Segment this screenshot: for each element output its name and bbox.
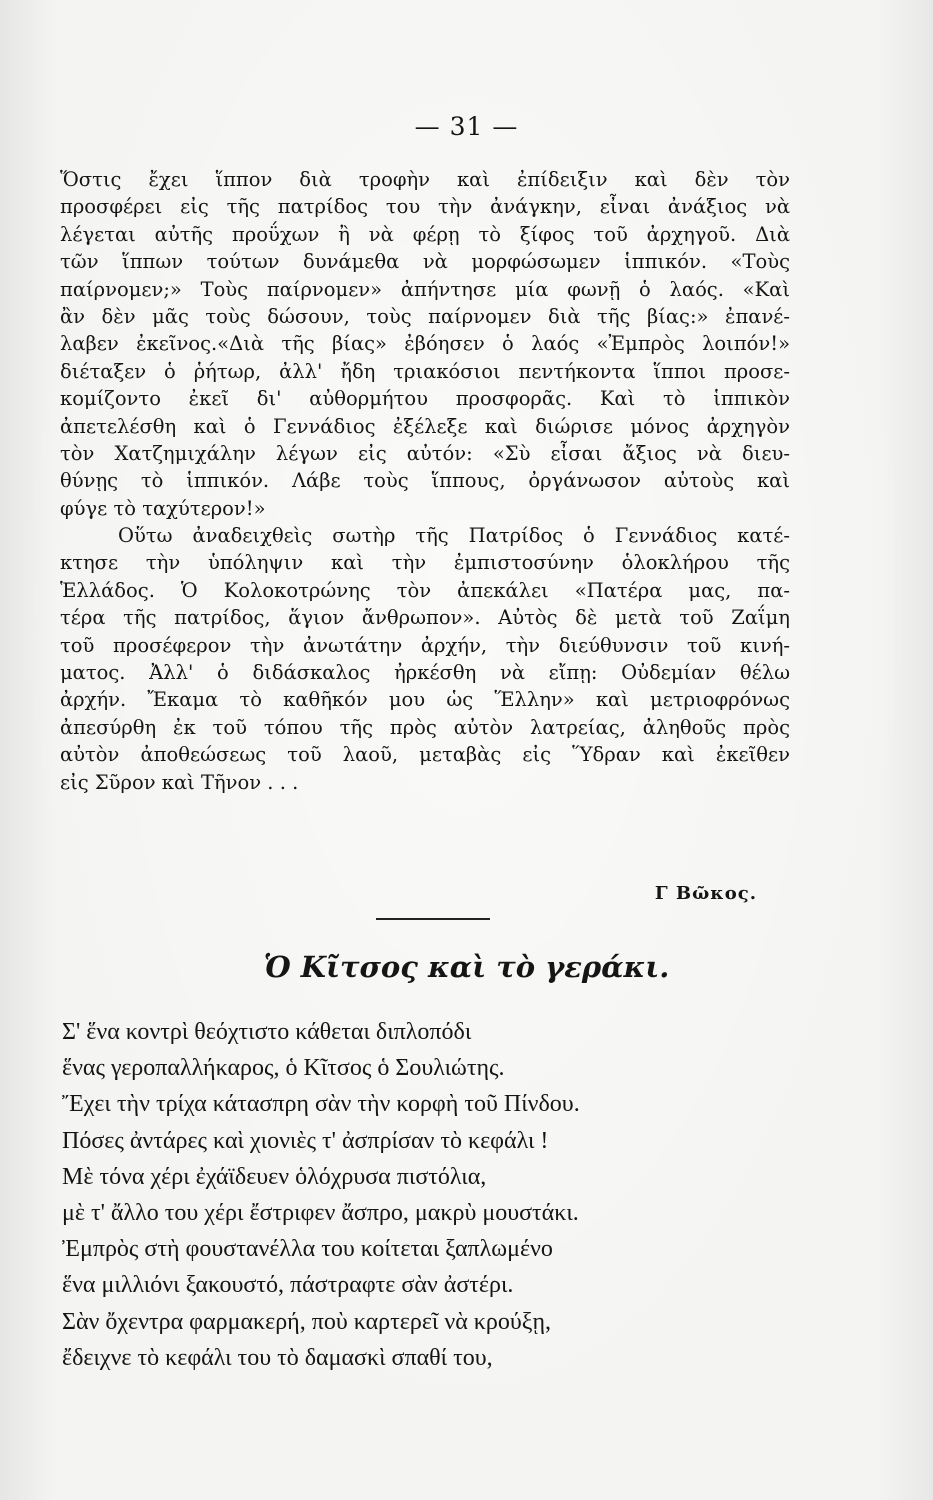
article-line: προσφέρει εἰς τῆς πατρίδος του τὴν ἀνάγκην, εἶναι ἀνάξιος νὰ [60,195,790,219]
article-line: λαβεν ἐκεῖνος.«Διὰ τῆς βίας» ἐβόησεν ὁ λαός «Ἐμπρὸς λοιπόν!» [60,332,790,356]
poem-line: Ἐμπρὸς στὴ φουστανέλλα του κοίτεται ξαπλωμένο [62,1236,553,1263]
article-line: αὐτὸν ἀποθεώσεως τοῦ λαοῦ, μεταβὰς εἰς Ὕδραν καὶ ἐκεῖθεν [60,743,790,767]
article-line: ἂν δὲν μᾶς τοὺς δώσουν, τοὺς παίρνομεν διὰ τῆς βίας:» ἐπανέ- [60,304,790,328]
article-line: φύγε τὸ ταχύτερον!» [60,496,266,520]
article-line: τὸν Χατζημιχάλην λέγων εἰς αὐτόν: «Σὺ εἶσαι ἄξιος νὰ διευ- [60,441,790,465]
article-line: ματος. Ἀλλ' ὁ διδάσκαλος ἠρκέσθη νὰ εἴπῃ: Οὐδεμίαν θέλω [60,661,790,685]
article-line: παίρνομεν;» Τοὺς παίρνομεν» ἀπήντησε μία φωνῇ ὁ λαός. «Καὶ [60,277,790,301]
article-line: τῶν ἵππων τούτων δυνάμεθα νὰ μορφώσωμεν ἱππικόν. «Τοὺς [60,250,790,274]
poem-line: Ἔχει τὴν τρίχα κάτασπρη σὰν τὴν κορφὴ τοῦ Πίνδου. [62,1091,580,1118]
article-line: ἀπετελέσθη καὶ ὁ Γεννάδιος ἐξέλεξε καὶ διώρισε μόνος ἀρχηγὸν [60,414,790,438]
poem-line: ἔδειχνε τὸ κεφάλι του τὸ δαμασκὶ σπαθί του, [62,1344,493,1371]
article-line: ἀπεσύρθη ἐκ τοῦ τόπου τῆς πρὸς αὐτὸν λατρείας, ἀληθοῦς πρὸς [60,715,790,739]
page-number: — 31 — [414,112,519,141]
article-line: διέταξεν ὁ ῥήτωρ, ἀλλ' ἤδη τριακόσιοι πεντήκοντα ἵπποι προσε- [60,359,790,383]
article-line: Οὕτω ἀναδειχθεὶς σωτὴρ τῆς Πατρίδος ὁ Γεννάδιος κατέ- [118,524,790,548]
article-line: λέγεται αὐτῆς προΰχων ἢ νὰ φέρῃ τὸ ξίφος τοῦ ἀρχηγοῦ. Διὰ [60,222,790,246]
article-line: τέρα τῆς πατρίδος, ἅγιον ἄνθρωπον». Αὐτὸς δὲ μετὰ τοῦ Ζαΐμη [60,606,790,630]
article-line: κτησε τὴν ὑπόληψιν καὶ τὴν ἐμπιστοσύνην ὁλοκλήρου τῆς [60,551,790,575]
article-line: τοῦ προσέφερον τὴν ἀνωτάτην ἀρχήν, τὴν διεύθυνσιν τοῦ κινή- [60,633,790,657]
poem-line: Σὰν ὄχεντρα φαρμακερή, ποὺ καρτερεῖ νὰ κρούξῃ, [62,1308,552,1335]
section-divider [376,918,490,920]
poem-line: Πόσες ἀντάρες καὶ χιονιὲς τ' ἀσπρίσαν τὸ κεφάλι ! [62,1127,549,1154]
poem-line: ἕνας γεροπαλλήκαρος, ὁ Κῖτσος ὁ Σουλιώτης. [62,1055,505,1082]
article-line: κομίζοντο ἐκεῖ δι' αὐθορμήτου προσφορᾶς. Καὶ τὸ ἱππικὸν [60,387,790,411]
article-line: θύνῃς τὸ ἱππικόν. Λάβε τοὺς ἵππους, ὀργάνωσον αὐτοὺς καὶ [60,469,790,493]
article-body [60,166,790,796]
article-line: Ὅστις ἔχει ἵππον διὰ τροφὴν καὶ ἐπίδειξιν καὶ δὲν τὸν [60,168,790,191]
article-line: Ἑλλάδος. Ὁ Κολοκοτρώνης τὸν ἀπεκάλει «Πατέρα μας, πα- [60,578,790,602]
poem-body [62,1014,802,1376]
poem-line: μὲ τ' ἄλλο του χέρι ἔστριφεν ἄσπρο, μακρὺ μουστάκι. [62,1199,579,1226]
article-line: ἀρχήν. Ἔκαμα τὸ καθῆκόν μου ὡς Ἕλλην» καὶ μετριοφρόνως [60,688,790,712]
poem-line: ἕνα μιλλιόνι ξακουστό, πάστραφτε σὰν ἀστέρι. [62,1272,514,1299]
poem-line: Σ' ἕνα κοντρὶ θεόχτιστο κάθεται διπλοπόδι [62,1019,472,1045]
article-line: εἰς Σῦρον καὶ Τῆνον . . . [60,770,299,794]
poem-title: Ὁ Κῖτσος καὶ τὸ γεράκι. [263,950,670,984]
author-signature: Γ Βῶκος. [654,883,757,904]
poem-line: Μὲ τόνα χέρι ἐχάϊδευεν ὁλόχρυσα πιστόλια, [62,1163,487,1190]
